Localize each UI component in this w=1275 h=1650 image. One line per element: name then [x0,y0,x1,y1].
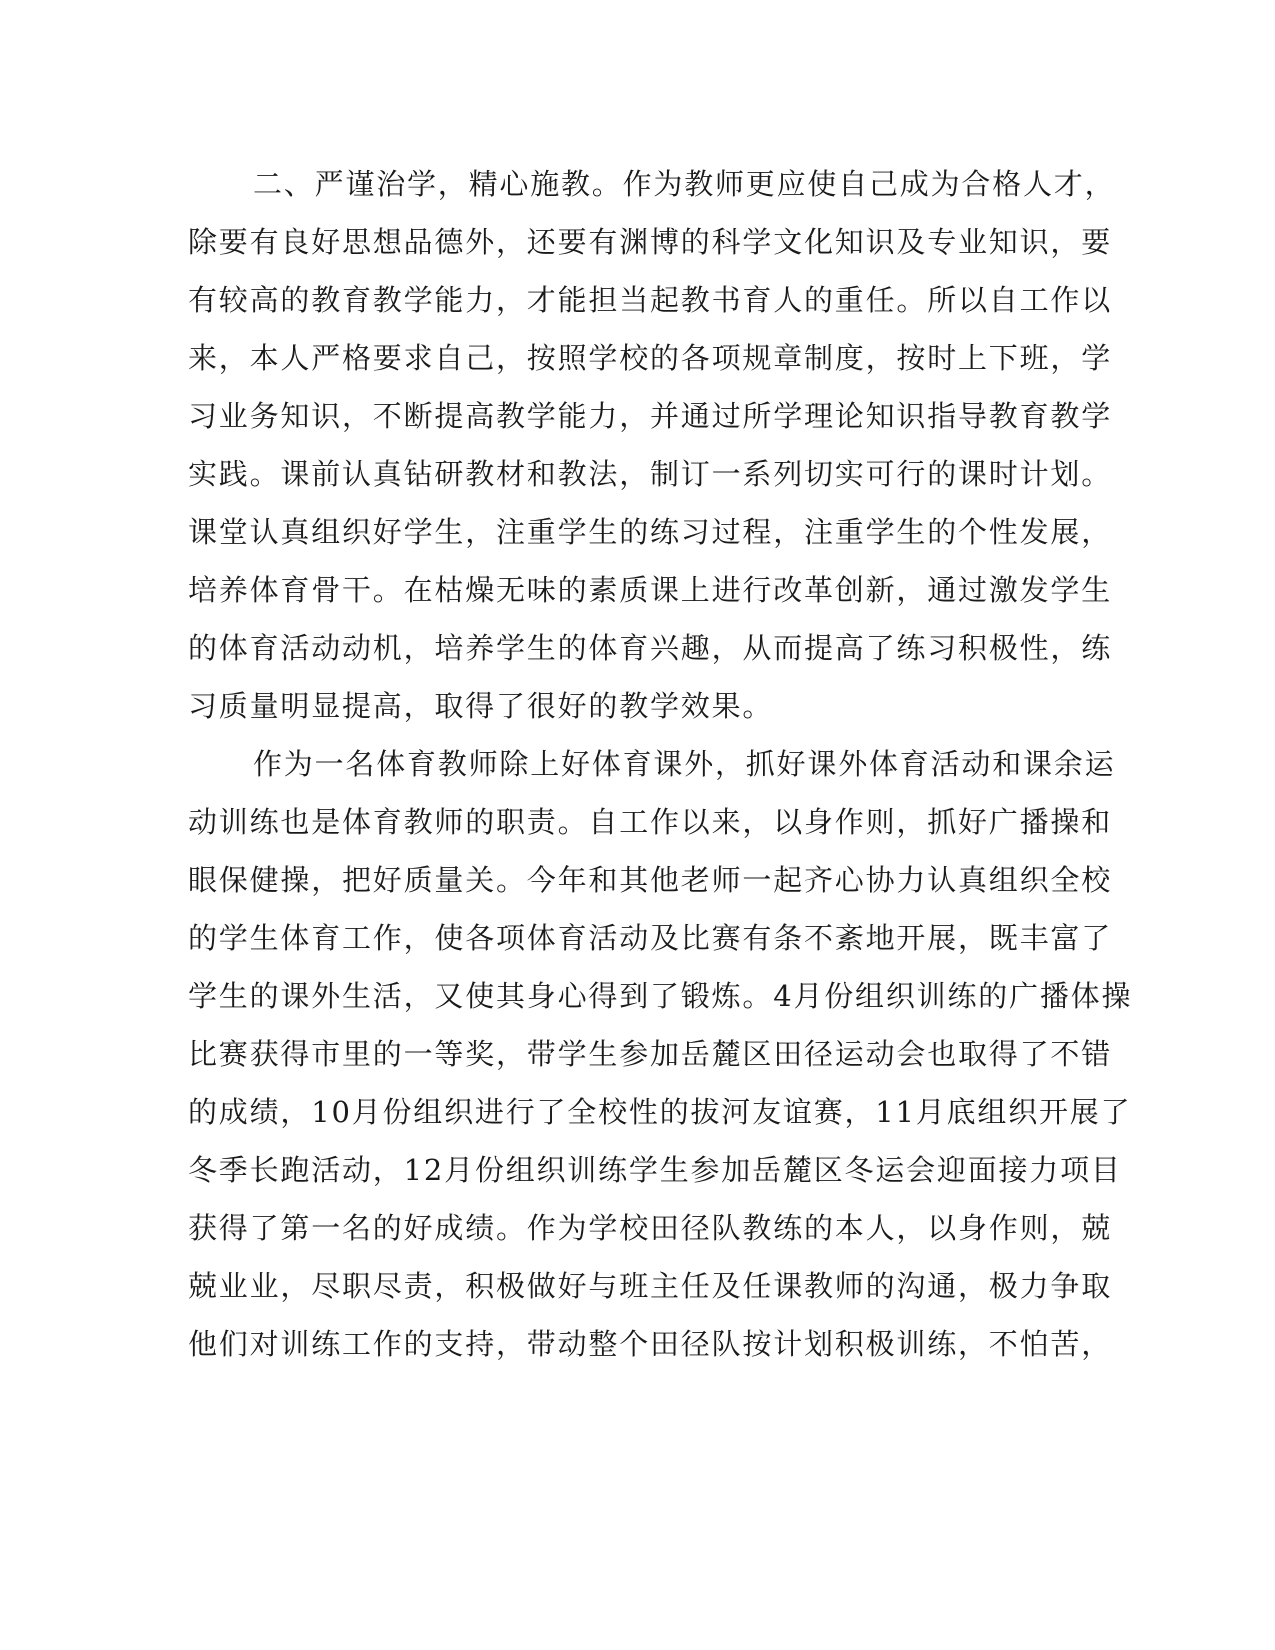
paragraph-1-line-9: 的体育活动动机，培养学生的体育兴趣，从而提高了练习积极性，练 [188,631,1113,665]
paragraph-1-line-3: 有较高的教育教学能力，才能担当起教书育人的重任。所以自工作以 [188,283,1113,317]
paragraph-2-line-8: 冬季长跑活动，12月份组织训练学生参加岳麓区冬运会迎面接力项目 [188,1153,1122,1187]
paragraph-2-line-5: 学生的课外生活，又使其身心得到了锻炼。4月份组织训练的广播体操 [188,979,1133,1013]
paragraph-1-line-10: 习质量明显提高，取得了很好的教学效果。 [188,689,774,723]
paragraph-2-line-3: 眼保健操，把好质量关。今年和其他老师一起齐心协力认真组织全校 [188,863,1113,897]
paragraph-1-line-1: 二、严谨治学，精心施教。作为教师更应使自己成为合格人才， [253,167,1116,201]
paragraph-1-line-2: 除要有良好思想品德外，还要有渊博的科学文化知识及专业知识，要 [188,225,1113,259]
paragraph-2-line-1: 作为一名体育教师除上好体育课外，抓好课外体育活动和课余运 [253,747,1116,781]
paragraph-1-line-6: 实践。课前认真钻研教材和教法，制订一系列切实可行的课时计划。 [188,457,1113,491]
paragraph-2-line-4: 的学生体育工作，使各项体育活动及比赛有条不紊地开展，既丰富了 [188,921,1113,955]
paragraph-2-line-9: 获得了第一名的好成绩。作为学校田径队教练的本人，以身作则，兢 [188,1211,1113,1245]
paragraph-1-line-5: 习业务知识，不断提高教学能力，并通过所学理论知识指导教育教学 [188,399,1113,433]
paragraph-1-line-8: 培养体育骨干。在枯燥无味的素质课上进行改革创新，通过激发学生 [188,573,1113,607]
paragraph-1-line-7: 课堂认真组织好学生，注重学生的练习过程，注重学生的个性发展， [188,515,1113,549]
paragraph-2-line-11: 他们对训练工作的支持，带动整个田径队按计划积极训练，不怕苦， [188,1327,1113,1361]
paragraph-2-line-7: 的成绩，10月份组织进行了全校性的拔河友谊赛，11月底组织开展了 [188,1095,1132,1129]
paragraph-1-line-4: 来，本人严格要求自己，按照学校的各项规章制度，按时上下班，学 [188,341,1113,375]
paragraph-2-line-2: 动训练也是体育教师的职责。自工作以来，以身作则，抓好广播操和 [188,805,1113,839]
paragraph-2-line-6: 比赛获得市里的一等奖，带学生参加岳麓区田径运动会也取得了不错 [188,1037,1113,1071]
paragraph-2-line-10: 兢业业，尽职尽责，积极做好与班主任及任课教师的沟通，极力争取 [188,1269,1113,1303]
